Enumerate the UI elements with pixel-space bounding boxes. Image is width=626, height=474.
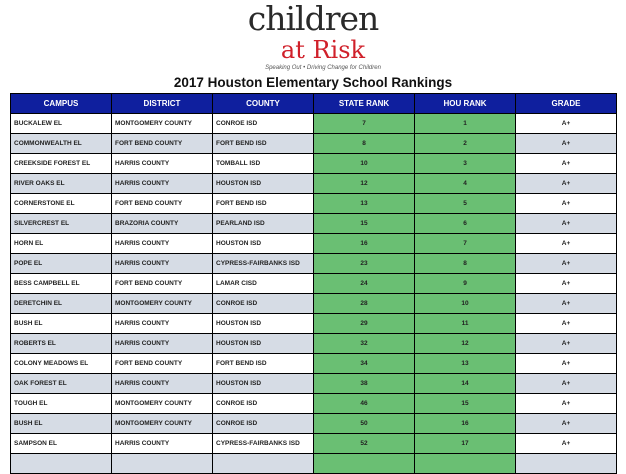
table-cell: 4 xyxy=(415,174,516,194)
table-cell: POPE EL xyxy=(11,254,112,274)
table-row xyxy=(11,454,617,474)
table-cell: COLONY MEADOWS EL xyxy=(11,354,112,374)
table-row xyxy=(11,114,617,134)
table-cell: HARRIS COUNTY xyxy=(112,314,213,334)
column-header: HOU RANK xyxy=(415,94,516,114)
table-cell: HOUSTON ISD xyxy=(213,334,314,354)
table-cell: A+ xyxy=(516,114,617,134)
table-cell: CYPRESS-FAIRBANKS ISD xyxy=(213,254,314,274)
table-cell xyxy=(213,454,314,474)
table-cell: 34 xyxy=(314,354,415,374)
table-row xyxy=(11,274,617,294)
table-cell: BRAZORIA COUNTY xyxy=(112,214,213,234)
table-cell: HARRIS COUNTY xyxy=(112,334,213,354)
table-cell: A+ xyxy=(516,314,617,334)
column-header: CAMPUS xyxy=(11,94,112,114)
table-cell: MONTGOMERY COUNTY xyxy=(112,394,213,414)
table-cell: HARRIS COUNTY xyxy=(112,154,213,174)
table-cell: 50 xyxy=(314,414,415,434)
table-cell: 10 xyxy=(314,154,415,174)
table-cell: HORN EL xyxy=(11,234,112,254)
table-cell: 16 xyxy=(314,234,415,254)
table-cell: 13 xyxy=(415,354,516,374)
column-header: STATE RANK xyxy=(314,94,415,114)
page-title: 2017 Houston Elementary School Rankings xyxy=(173,75,453,90)
table-cell: 16 xyxy=(415,414,516,434)
table-cell: 5 xyxy=(415,194,516,214)
table-cell: CONROE ISD xyxy=(213,414,314,434)
table-cell: BESS CAMPBELL EL xyxy=(11,274,112,294)
table-cell: 29 xyxy=(314,314,415,334)
table-row xyxy=(11,194,617,214)
table-cell: A+ xyxy=(516,134,617,154)
table-cell: HARRIS COUNTY xyxy=(112,434,213,454)
table-cell: 6 xyxy=(415,214,516,234)
table-cell: HOUSTON ISD xyxy=(213,234,314,254)
table-row xyxy=(11,234,617,254)
table-cell: 23 xyxy=(314,254,415,274)
table-cell: SILVERCREST EL xyxy=(11,214,112,234)
table-cell: FORT BEND COUNTY xyxy=(112,274,213,294)
table-cell: A+ xyxy=(516,234,617,254)
children-at-risk-logo xyxy=(0,1,626,72)
table-cell: FORT BEND ISD xyxy=(213,354,314,374)
table-cell: FORT BEND COUNTY xyxy=(112,134,213,154)
rankings-table xyxy=(10,93,617,474)
table-cell: 28 xyxy=(314,294,415,314)
table-row xyxy=(11,434,617,454)
table-row xyxy=(11,334,617,354)
table-row xyxy=(11,134,617,154)
table-cell: 15 xyxy=(314,214,415,234)
table-cell: A+ xyxy=(516,394,617,414)
table-row xyxy=(11,374,617,394)
table-cell: 46 xyxy=(314,394,415,414)
table-cell: CONROE ISD xyxy=(213,114,314,134)
table-row xyxy=(11,294,617,314)
table-cell: RIVER OAKS EL xyxy=(11,174,112,194)
table-cell: PEARLAND ISD xyxy=(213,214,314,234)
table-cell: HARRIS COUNTY xyxy=(112,234,213,254)
table-cell: DERETCHIN EL xyxy=(11,294,112,314)
table-cell xyxy=(11,454,112,474)
table-cell: CONROE ISD xyxy=(213,294,314,314)
table-cell: A+ xyxy=(516,374,617,394)
logo-tagline: Speaking Out • Driving Change for Children xyxy=(265,65,381,71)
table-cell: CYPRESS-FAIRBANKS ISD xyxy=(213,434,314,454)
table-cell: MONTGOMERY COUNTY xyxy=(112,294,213,314)
table-cell: 12 xyxy=(415,334,516,354)
table-cell: 17 xyxy=(415,434,516,454)
table-cell: HOUSTON ISD xyxy=(213,174,314,194)
logo-line2: at Risk xyxy=(280,36,366,64)
table-cell: 52 xyxy=(314,434,415,454)
table-cell: A+ xyxy=(516,294,617,314)
table-cell: A+ xyxy=(516,334,617,354)
logo-line1: children xyxy=(247,0,379,38)
table-cell: HOUSTON ISD xyxy=(213,314,314,334)
table-cell: A+ xyxy=(516,274,617,294)
table-cell: A+ xyxy=(516,154,617,174)
table-row xyxy=(11,394,617,414)
table-cell: TOMBALL ISD xyxy=(213,154,314,174)
column-header: COUNTY xyxy=(213,94,314,114)
table-cell: 32 xyxy=(314,334,415,354)
table-row xyxy=(11,414,617,434)
table-cell: A+ xyxy=(516,254,617,274)
table-cell: ROBERTS EL xyxy=(11,334,112,354)
table-cell: 3 xyxy=(415,154,516,174)
table-row xyxy=(11,314,617,334)
table-cell: HARRIS COUNTY xyxy=(112,254,213,274)
table-cell: BUSH EL xyxy=(11,414,112,434)
table-row xyxy=(11,254,617,274)
table-cell: 9 xyxy=(415,274,516,294)
table-cell: CONROE ISD xyxy=(213,394,314,414)
table-cell: OAK FOREST EL xyxy=(11,374,112,394)
table-cell: HARRIS COUNTY xyxy=(112,174,213,194)
table-cell: 24 xyxy=(314,274,415,294)
table-cell: A+ xyxy=(516,414,617,434)
table-cell xyxy=(415,454,516,474)
table-header xyxy=(11,94,617,114)
table-cell: CORNERSTONE EL xyxy=(11,194,112,214)
table-cell: SAMPSON EL xyxy=(11,434,112,454)
table-cell: MONTGOMERY COUNTY xyxy=(112,414,213,434)
table-row xyxy=(11,154,617,174)
table-cell: A+ xyxy=(516,214,617,234)
table-cell: 10 xyxy=(415,294,516,314)
table-cell: HARRIS COUNTY xyxy=(112,374,213,394)
table-row xyxy=(11,214,617,234)
table-cell: A+ xyxy=(516,354,617,374)
table-cell: LAMAR CISD xyxy=(213,274,314,294)
table-cell: 11 xyxy=(415,314,516,334)
table-cell: 8 xyxy=(415,254,516,274)
table-cell: A+ xyxy=(516,434,617,454)
table-cell: HOUSTON ISD xyxy=(213,374,314,394)
table-cell: FORT BEND ISD xyxy=(213,194,314,214)
table-row xyxy=(11,174,617,194)
table-cell: FORT BEND ISD xyxy=(213,134,314,154)
table-cell: 14 xyxy=(415,374,516,394)
table-cell: A+ xyxy=(516,174,617,194)
table-cell: BUSH EL xyxy=(11,314,112,334)
table-cell: 15 xyxy=(415,394,516,414)
table-cell xyxy=(314,454,415,474)
table-cell: FORT BEND COUNTY xyxy=(112,354,213,374)
table-cell: 2 xyxy=(415,134,516,154)
table-cell: BUCKALEW EL xyxy=(11,114,112,134)
table-row xyxy=(11,354,617,374)
column-header: GRADE xyxy=(516,94,617,114)
table-cell: FORT BEND COUNTY xyxy=(112,194,213,214)
table-cell: 12 xyxy=(314,174,415,194)
table-cell: TOUGH EL xyxy=(11,394,112,414)
table-cell: 7 xyxy=(415,234,516,254)
table-cell: CREEKSIDE FOREST EL xyxy=(11,154,112,174)
table-cell xyxy=(516,454,617,474)
table-cell: 38 xyxy=(314,374,415,394)
table-cell: 13 xyxy=(314,194,415,214)
column-header: DISTRICT xyxy=(112,94,213,114)
table-cell: COMMONWEALTH EL xyxy=(11,134,112,154)
table-cell xyxy=(112,454,213,474)
table-cell: 8 xyxy=(314,134,415,154)
table-cell: 1 xyxy=(415,114,516,134)
table-cell: A+ xyxy=(516,194,617,214)
table-cell: 7 xyxy=(314,114,415,134)
table-cell: MONTGOMERY COUNTY xyxy=(112,114,213,134)
